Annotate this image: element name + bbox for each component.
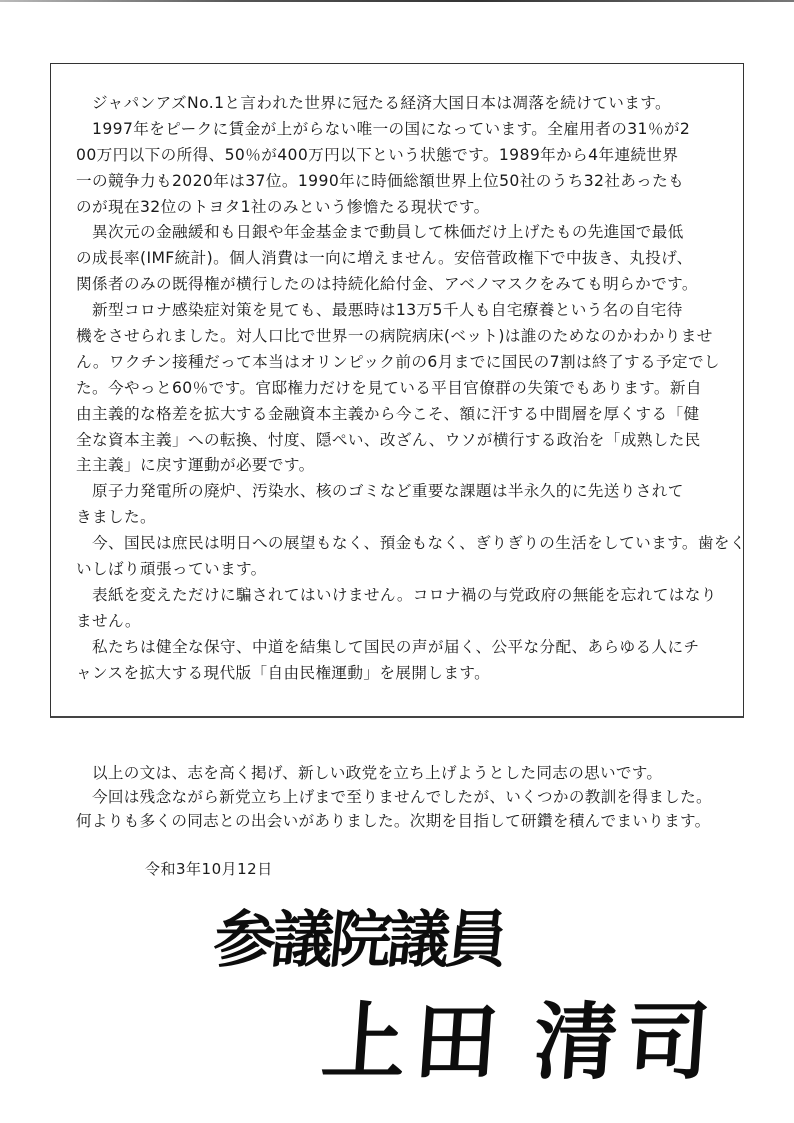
page-top-edge bbox=[0, 0, 794, 2]
postscript-line: 今回は残念ながら新党立ち上げまで至りませんでしたが、いくつかの教訓を得ました。 bbox=[92, 788, 712, 806]
statement-line: ジャパンアズNo.1と言われた世界に冠たる経済大国日本は凋落を続けています。 bbox=[92, 94, 672, 112]
statement-text bbox=[76, 91, 746, 686]
statement-line: 全な資本主義」への転換、忖度、隠ぺい、改ざん、ウソが横行する政治を「成熟した民 bbox=[76, 430, 701, 449]
statement-line: のが現在32位のトヨタ1社のみという惨憺たる現状です。 bbox=[76, 197, 490, 216]
statement-line: た。今やっと60％です。官邸権力だけを見ている平目官僚群の失策でもあります。新自 bbox=[76, 378, 702, 397]
statement-line: 一の競争力も2020年は37位。1990年に時価総額世界上位50社のうち32社あったも bbox=[76, 171, 685, 190]
statement-line: の成長率(IMF統計)。個人消費は一向に増えません。安倍菅政権下で中抜き、丸投げ、 bbox=[76, 249, 693, 268]
signature-title: 参議院議員 bbox=[210, 903, 508, 976]
statement-line: 由主義的な格差を拡大する金融資本主義から今こそ、額に汗する中間層を厚くする「健 bbox=[76, 404, 700, 423]
statement-line: 機をさせられました。対人口比で世界一の病院病床(ベット)は誰のためなのかわかりませ bbox=[76, 327, 713, 346]
statement-line: 新型コロナ感染症対策を見ても、最悪時は13万5千人も自宅療養という名の自宅待 bbox=[92, 301, 683, 320]
statement-line: きました。 bbox=[76, 508, 156, 527]
signature-surname: 上田 bbox=[318, 992, 510, 1091]
postscript bbox=[76, 761, 756, 833]
statement-line: 主主義」に戻す運動が必要です。 bbox=[76, 456, 315, 475]
statement-line: 1997年をピークに賃金が上がらない唯一の国になっています。全雇用者の31％が2 bbox=[92, 119, 691, 138]
statement-line: ャンスを拡大する現代版「自由民権運動」を展開します。 bbox=[76, 663, 491, 682]
statement-line: 関係者のみの既得権が横行したのは持続化給付金、アベノマスクをみても明らかです。 bbox=[76, 275, 698, 294]
statement-line: 原子力発電所の廃炉、汚染水、核のゴミなど重要な課題は半永久的に先送りされて bbox=[92, 482, 684, 501]
statement-line: いしばり頑張っています。 bbox=[76, 560, 267, 579]
date: 令和3年10月12日 bbox=[145, 860, 273, 878]
postscript-line: 以上の文は、志を高く掲げ、新しい政党を立ち上げようとした同志の思いです。 bbox=[92, 764, 663, 782]
postscript-line: 何よりも多くの同志との出会いがありました。次期を目指して研鑽を積んでまいります。 bbox=[76, 812, 711, 830]
statement-line: 異次元の金融緩和も日銀や年金基金まで動員して株価だけ上げたもの先進国で最低 bbox=[92, 223, 684, 242]
statement-box bbox=[50, 63, 744, 718]
statement-line: 表紙を変えただけに騙されてはいけません。コロナ禍の与党政府の無能を忘れてはなり bbox=[92, 585, 717, 604]
statement-line: 今、国民は庶民は明日への展望もなく、預金もなく、ぎりぎりの生活をしています。歯をく bbox=[92, 534, 746, 553]
signature-name bbox=[318, 990, 721, 1094]
statement-line: ません。 bbox=[76, 611, 141, 630]
statement-line: 私たちは健全な保守、中道を結集して国民の声が届く、公平な分配、あらゆる人にチ bbox=[92, 637, 700, 656]
statement-line: 00万円以下の所得、50％が400万円以下という状態です。1989年から4年連続世界 bbox=[76, 145, 679, 164]
signature-given-name: 清司 bbox=[530, 992, 722, 1091]
statement-line: ん。ワクチン接種だって本当はオリンピック前の6月までに国民の7割は終了する予定でし bbox=[76, 352, 720, 371]
